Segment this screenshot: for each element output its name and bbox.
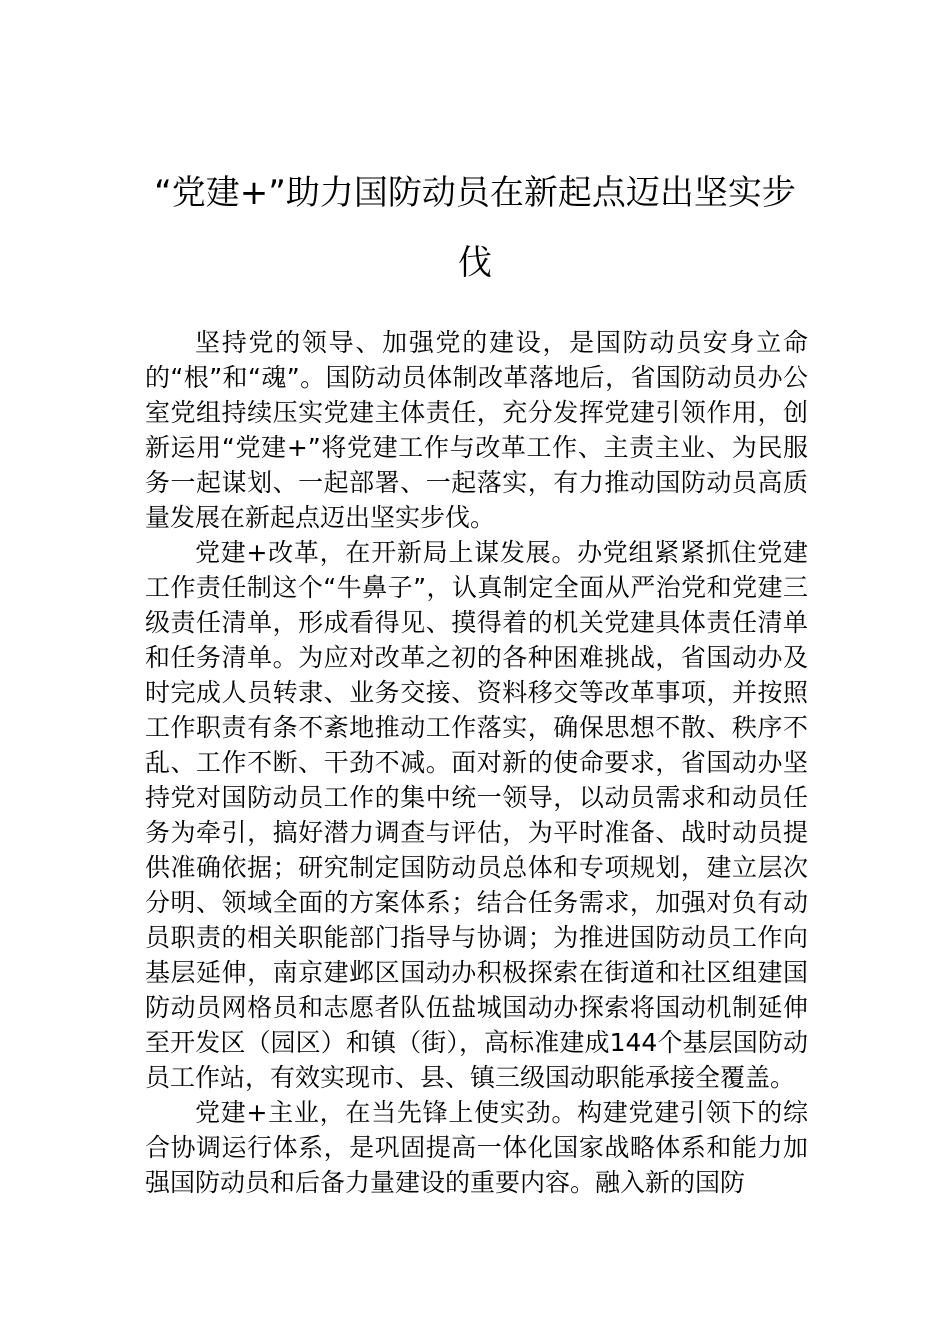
document-title: “党建+”助力国防动员在新起点迈出坚实步伐 xyxy=(154,173,796,283)
paragraph-intro: 坚持党的领导、加强党的建设，是国防动员安身立命的“根”和“魂”。国防动员体制改革落地后，省国防动员办公室党组持续压实党建主体责任，充分发挥党建引领作用，创新运用“党建+”将党建工作与改革工作、主责主业、为民服务一起谋划、一起部署、一起落实，有力推动国防动员高质量发展在新起点迈出坚实步伐。 xyxy=(145,328,808,532)
paragraph-reform: 党建+改革，在开新局上谋发展。办党组紧紧抓住党建工作责任制这个“牛鼻子”，认真制定全面从严治党和党建三级责任清单，形成看得见、摸得着的机关党建具体责任清单和任务清单。为应对改革之初的各种困难挑战，省国动办及时完成人员转隶、业务交接、资料移交等改革事项，并按照工作职责有条不紊地推动工作落实，确保思想不散、秩序不乱、工作不断、干劲不减。面对新的使命要求，省国动办坚持党对国防动员工作的集中统一领导，以动员需求和动员任务为牵引，搞好潜力调查与评估，为平时准备、战时动员提供准确依据；研究制定国防动员总体和专项规划，建立层次分明、领域全面的方案体系；结合任务需求，加强对负有动员职责的相关职能部门指导与协调；为推进国防动员工作向基层延伸，南京建邺区国动办积极探索在街道和社区组建国防动员网格员和志愿者队伍盐城国动办探索将国动机制延伸至开发区（园区）和镇（街），高标准建成144个基层国防动员工作站，有效实现市、县、镇三级国动职能承接全覆盖。 xyxy=(145,538,808,1092)
paragraph-mainwork: 党建+主业，在当先锋上使实劲。构建党建引领下的综合协调运行体系，是巩固提高一体化国家战略体系和能力加强国防动员和后备力量建设的重要内容。融入新的国防 xyxy=(145,1098,808,1197)
document-body xyxy=(145,325,808,1200)
